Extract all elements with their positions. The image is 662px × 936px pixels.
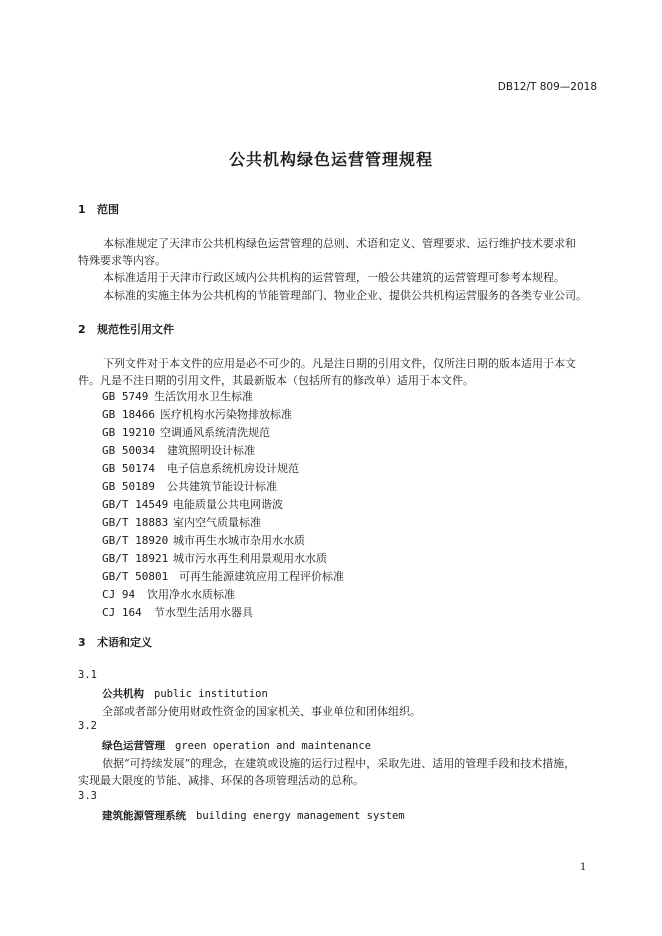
section-heading-1 [78,201,119,217]
paragraph-line: 本标准适用于天津市行政区域内公共机构的运营管理，一般公共建筑的运营管理可参考本规程。 [103,271,565,284]
paragraph-line: 件。凡是不注日期的引用文件，其最新版本（包括所有的修改单）适用于本文件。 [78,374,474,387]
reference-code: GB 50174 [102,462,155,475]
reference-item [102,406,344,424]
reference-name: 节水型生活用水器具 [154,606,253,619]
term-heading [102,738,371,753]
reference-name: 室内空气质量标准 [173,516,261,529]
term-number: 3.1 [78,669,97,681]
term-number: 3.3 [78,790,97,802]
reference-name: 空调通风系统清洗规范 [160,426,270,439]
reference-code: GB 50034 [102,444,155,457]
reference-item [102,604,344,622]
reference-code: GB/T 18921 [102,552,169,565]
reference-item [102,586,344,604]
term-number: 3.2 [78,720,97,732]
reference-item [102,442,344,460]
section-title: 规范性引用文件 [97,323,174,336]
reference-code: GB/T 50801 [102,570,169,583]
paragraph-line: 本标准的实施主体为公共机构的节能管理部门、物业企业、提供公共机构运营服务的各类专业公司。 [103,289,587,302]
term-name-zh: 公共机构 [102,688,144,700]
reference-list [102,388,344,622]
term-name-zh: 建筑能源管理系统 [102,810,186,822]
reference-name: 生活饮用水卫生标准 [154,390,253,403]
reference-code: CJ 164 [102,606,142,619]
reference-item [102,478,344,496]
section-title: 范围 [97,203,119,216]
reference-name: 公共建筑节能设计标准 [167,480,277,493]
page-number: 1 [580,862,587,873]
reference-code: GB 50189 [102,480,155,493]
reference-name: 城市污水再生利用景观用水水质 [173,552,327,565]
reference-name: 医疗机构水污染物排放标准 [160,408,292,421]
section-heading-3 [78,634,152,650]
section-heading-2 [78,321,174,337]
reference-name: 电子信息系统机房设计规范 [167,462,299,475]
reference-name: 可再生能源建筑应用工程评价标准 [179,570,344,583]
section-number: 1 [78,203,86,216]
reference-item [102,514,344,532]
reference-code: GB/T 18920 [102,534,169,547]
paragraph-line: 特殊要求等内容。 [78,254,166,267]
reference-code: CJ 94 [102,588,136,601]
section-title: 术语和定义 [97,636,152,649]
reference-item [102,424,344,442]
term-name-zh: 绿色运营管理 [102,740,165,752]
term-heading [102,686,268,701]
term-definition: 依据“可持续发展”的理念，在建筑或设施的运行过程中，采取先进、适用的管理手段和技术措施， [102,757,576,770]
reference-item [102,550,344,568]
document-title: 公共机构绿色运营管理规程 [228,150,433,169]
term-definition: 实现最大限度的节能、减排、环保的各项管理活动的总称。 [78,774,364,787]
reference-item [102,460,344,478]
reference-item [102,496,344,514]
reference-code: GB/T 18883 [102,516,169,529]
reference-item [102,568,344,586]
term-name-en: building energy management system [196,810,405,822]
reference-item [102,532,344,550]
term-name-en: green operation and maintenance [175,740,371,752]
paragraph-line: 本标准规定了天津市公共机构绿色运营管理的总则、术语和定义、管理要求、运行维护技术要求和 [103,237,576,250]
reference-name: 建筑照明设计标准 [167,444,255,457]
standard-code: DB12/T 809—2018 [497,81,597,93]
term-definition: 全部或者部分使用财政性资金的国家机关、事业单位和团体组织。 [102,705,421,718]
reference-item [102,388,344,406]
term-heading [102,808,405,823]
reference-code: GB 19210 [102,426,155,439]
reference-name: 饮用净水水质标准 [147,588,235,601]
reference-code: GB 18466 [102,408,155,421]
reference-code: GB/T 14549 [102,498,169,511]
section-number: 2 [78,323,86,336]
section-number: 3 [78,636,86,649]
reference-code: GB 5749 [102,390,149,403]
reference-name: 电能质量公共电网谐波 [173,498,283,511]
term-name-en: public institution [154,688,268,700]
reference-name: 城市再生水城市杂用水水质 [173,534,305,547]
paragraph-line: 下列文件对于本文件的应用是必不可少的。凡是注日期的引用文件，仅所注日期的版本适用于本文 [103,357,576,370]
